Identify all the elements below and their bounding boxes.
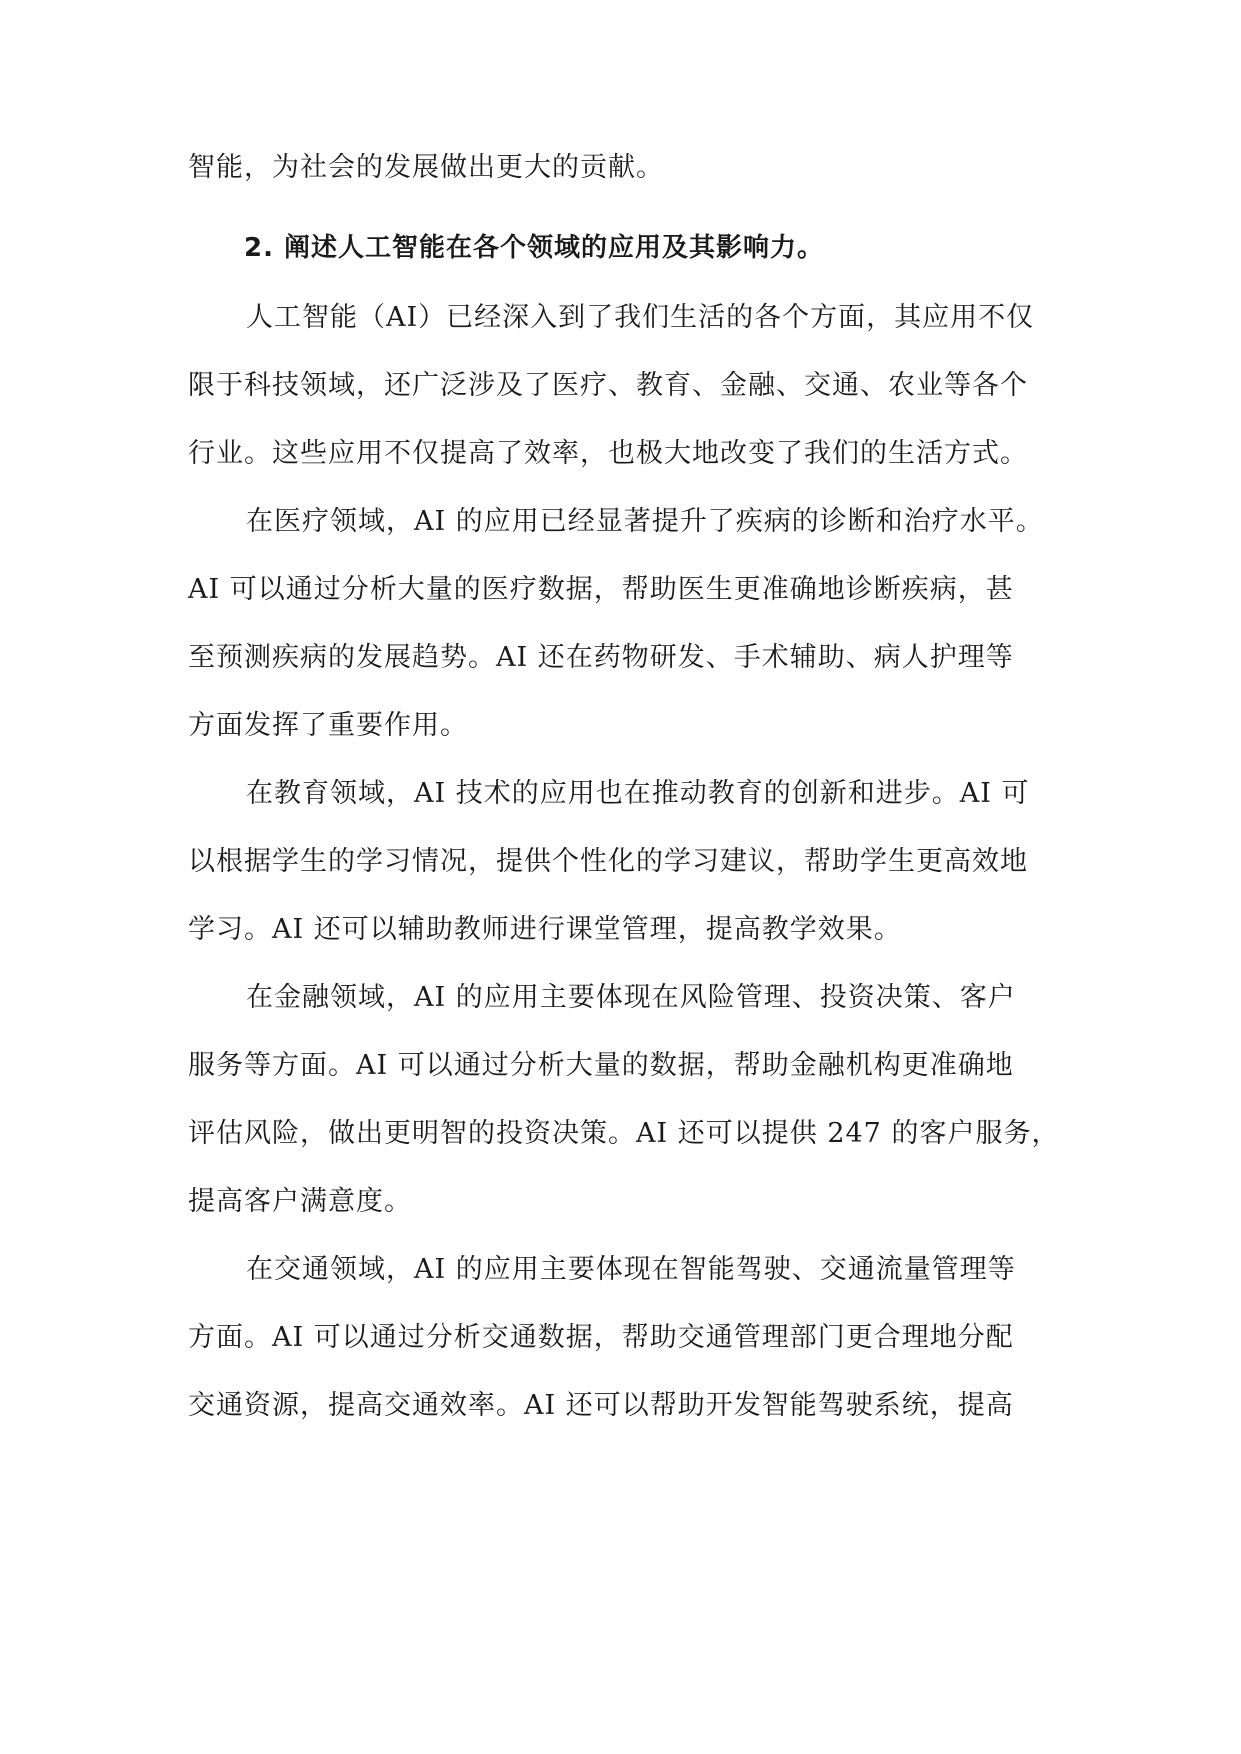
paragraph-line: 学习。AI 还可以辅助教师进行课堂管理，提高教学效果。 xyxy=(188,914,902,945)
paragraph-line: 在教育领域，AI 技术的应用也在推动教育的创新和进步。AI 可 xyxy=(246,778,1030,809)
text-line: 智能，为社会的发展做出更大的贡献。 xyxy=(188,152,664,183)
paragraph-line: 评估风险，做出更明智的投资决策。AI 还可以提供 247 的客户服务， xyxy=(188,1118,1060,1149)
paragraph-line: 以根据学生的学习情况，提供个性化的学习建议，帮助学生更高效地 xyxy=(188,846,1028,877)
paragraph-line: 行业。这些应用不仅提高了效率，也极大地改变了我们的生活方式。 xyxy=(188,438,1028,469)
paragraph-line: 在医疗领域，AI 的应用已经显著提升了疾病的诊断和治疗水平。 xyxy=(246,506,1044,537)
paragraph-line: 服务等方面。AI 可以通过分析大量的数据，帮助金融机构更准确地 xyxy=(188,1050,1014,1081)
paragraph-line: 方面。AI 可以通过分析交通数据，帮助交通管理部门更合理地分配 xyxy=(188,1322,1014,1353)
paragraph-line: 方面发挥了重要作用。 xyxy=(188,710,468,741)
paragraph-line: AI 可以通过分析大量的医疗数据，帮助医生更准确地诊断疾病，甚 xyxy=(188,574,1014,605)
paragraph-line: 交通资源，提高交通效率。AI 还可以帮助开发智能驾驶系统，提高 xyxy=(188,1390,1014,1421)
section-heading: 2. 阐述人工智能在各个领域的应用及其影响力。 xyxy=(244,233,825,263)
paragraph-line: 提高客户满意度。 xyxy=(188,1186,412,1217)
paragraph-line: 人工智能（AI）已经深入到了我们生活的各个方面，其应用不仅 xyxy=(246,302,1035,333)
paragraph-line: 在金融领域，AI 的应用主要体现在风险管理、投资决策、客户 xyxy=(246,982,1016,1013)
paragraph-line: 在交通领域，AI 的应用主要体现在智能驾驶、交通流量管理等 xyxy=(246,1254,1016,1285)
paragraph-line: 至预测疾病的发展趋势。AI 还在药物研发、手术辅助、病人护理等 xyxy=(188,642,1014,673)
paragraph-line: 限于科技领域，还广泛涉及了医疗、教育、金融、交通、农业等各个 xyxy=(188,370,1028,401)
